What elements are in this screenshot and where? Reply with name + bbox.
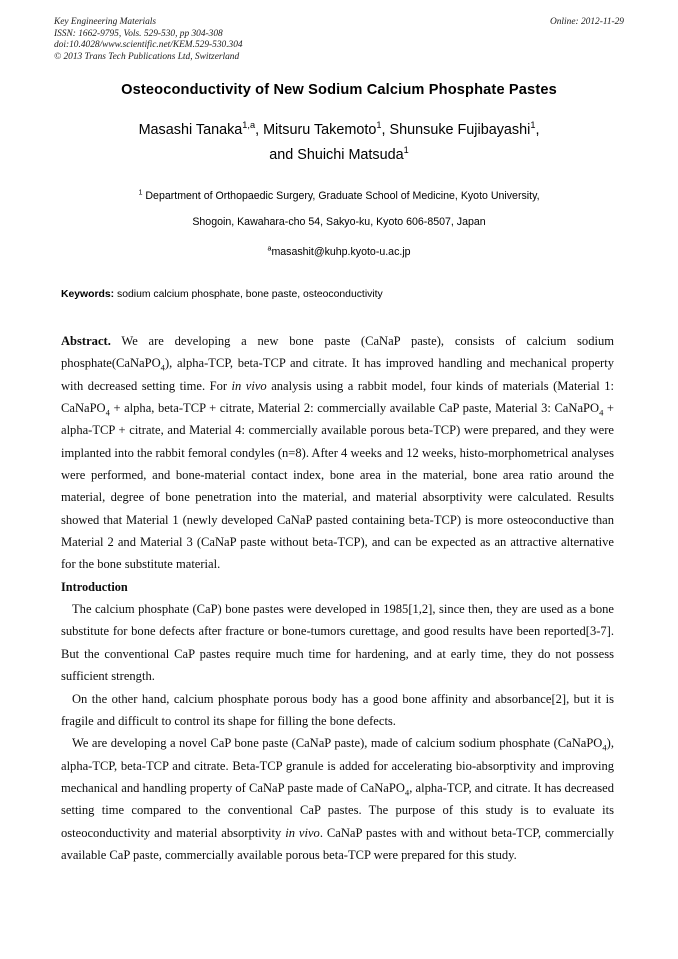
- formula-subscript-1: 4: [160, 362, 165, 373]
- abstract-text-3: analysis using a rabbit model, four kinds of materials (Material 1: CaNaPO: [61, 378, 615, 416]
- abstract-label: Abstract.: [61, 334, 111, 348]
- doi-line: doi:10.4028/www.scientific.net/KEM.529-530.304: [54, 40, 243, 51]
- author-separator-3: ,: [535, 122, 540, 138]
- copyright-line: © 2013 Trans Tech Publications Ltd, Switzerland: [54, 51, 240, 62]
- author-list: [54, 118, 624, 168]
- abstract-text-1: We are developing a new bone paste (CaNaP paste), consists of calcium sodium phosphate(CaNaPO: [61, 334, 614, 371]
- abstract-italic-invivo-1: in vivo: [231, 378, 267, 393]
- abstract-text-2: ), alpha-TCP, beta-TCP and citrate. It has improved handling and mechanical property with decreased setting time. For: [61, 356, 614, 393]
- introduction-italic-invivo: in vivo: [285, 825, 320, 840]
- paper-body: [61, 330, 614, 866]
- affiliation-block: [54, 183, 624, 235]
- abstract-text-5: + alpha-TCP + citrate, and Material 4: commercially available porous beta-TCP) were prepared, and they were implanted into the rabbit femoral condyles (n=8). After 4 weeks and 12 weeks, histo-morphometrical analyses were performed, and bone-material contact index, bone area in the material, bone area ratio around the material, degree of bone penetration into the material, and material absorptivity were calculated. Results showed that Material 1 (newly developed CaNaP pasted containing beta-TCP) is more osteoconductive than Material 2 and Material 3 (CaNaP paste without beta-TCP), and can be expected as an attractive alternative for the bone substitute material.: [61, 401, 614, 572]
- section-heading-introduction: Introduction: [61, 579, 128, 594]
- author-affiliation-marker-1: 1,a: [242, 120, 256, 131]
- abstract-text-4: + alpha, beta-TCP + citrate, Material 2: commercially available CaP paste, Material 3: CaNaPO: [109, 401, 600, 416]
- corresponding-email: [54, 243, 624, 258]
- author-separator-2: , Shunsuke Fujibayashi: [381, 122, 531, 138]
- introduction-paragraph-1: The calcium phosphate (CaP) bone pastes were developed in 1985[1,2], since then, they are used as a bone substitute for bone defects after fracture or bone-tumors curettage, and good results have been reported[3-7]. But the conventional CaP pastes require much time for hardening, and at early time, they do not possess sufficient strength.: [61, 602, 614, 684]
- author-affiliation-marker-3: 1: [530, 120, 536, 131]
- introduction-p3-text-3: , alpha-TCP, and citrate. It has decreased setting time compared to the conventional CaP pastes. The purpose of this study is to evaluate its osteoconductivity and material absorptivity: [61, 780, 614, 840]
- introduction-p3-text-2: ), alpha-TCP, beta-TCP and citrate. Beta-TCP granule is added for accelerating bio-absorptivity and improving mechanical and handling property of CaNaP paste made of CaNaPO: [61, 736, 614, 795]
- masthead: [54, 17, 624, 63]
- author-name-1: Masashi Tanaka: [138, 122, 243, 138]
- introduction-p3-text-1: We are developing a novel CaP bone paste (CaNaP paste), made of calcium sodium phosphate (CaNaPO: [72, 736, 603, 751]
- online-publication-date: Online: 2012-11-29: [549, 17, 624, 27]
- affiliation-line-1: Department of Orthopaedic Surgery, Graduate School of Medicine, Kyoto University,: [142, 190, 540, 202]
- introduction-paragraph-2: On the other hand, calcium phosphate porous body has a good bone affinity and absorbance[2], but it is fragile and difficult to control its shape for filling the bone defects.: [61, 691, 614, 728]
- keywords-label: Keywords:: [61, 289, 115, 300]
- introduction-paragraph-3: [61, 732, 614, 866]
- formula-subscript-5: 4: [404, 787, 410, 798]
- affiliation-line-2: Shogoin, Kawahara-cho 54, Sakyo-ku, Kyoto 606-8507, Japan: [192, 216, 486, 228]
- affiliation-marker: 1: [138, 187, 143, 197]
- journal-name: Key Engineering Materials: [54, 17, 157, 27]
- author-name-4: and Shuichi Matsuda: [269, 147, 404, 163]
- keywords-line: [61, 289, 617, 300]
- formula-subscript-2: 4: [105, 407, 110, 418]
- masthead-publication-info: [54, 17, 243, 63]
- keywords-values: sodium calcium phosphate, bone paste, osteoconductivity: [114, 289, 383, 300]
- author-affiliation-marker-2: 1: [376, 120, 382, 131]
- email-address: masashit@kuhp.kyoto-u.ac.jp: [271, 246, 411, 258]
- abstract-paragraph: [61, 330, 614, 576]
- email-marker: a: [267, 243, 272, 253]
- author-separator-1: , Mitsuru Takemoto: [255, 122, 377, 138]
- formula-subscript-4: 4: [602, 742, 607, 753]
- introduction-p3-text-4: . CaNaP pastes with and without beta-TCP, commercially available CaP paste, commercially available porous beta-TCP were prepared for this study.: [61, 825, 614, 862]
- issn-volume-pages: ISSN: 1662-9795, Vols. 529-530, pp 304-308: [54, 28, 223, 39]
- author-affiliation-marker-4: 1: [403, 145, 409, 156]
- formula-subscript-3: 4: [599, 407, 604, 418]
- paper-title: Osteoconductivity of New Sodium Calcium Phosphate Pastes: [121, 82, 557, 98]
